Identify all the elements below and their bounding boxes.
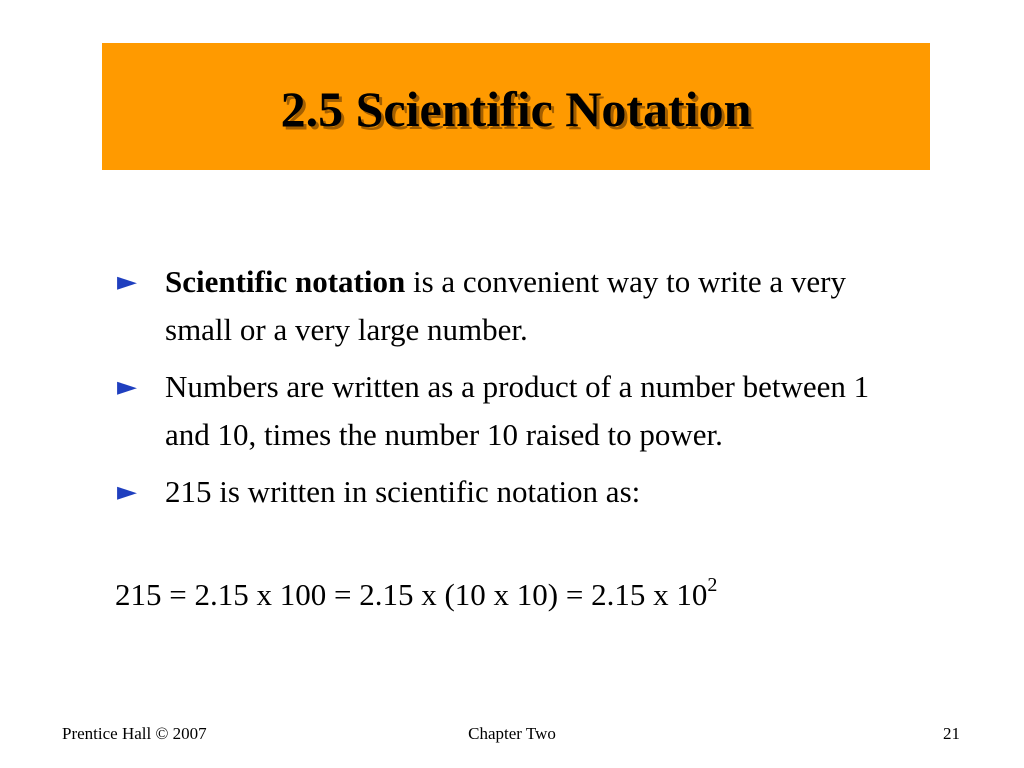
bullet-item bbox=[115, 363, 915, 459]
footer-page-number: 21 bbox=[943, 724, 960, 743]
bullet-arrow-icon: ► bbox=[117, 477, 137, 507]
bullet-item bbox=[115, 468, 915, 516]
bullet-arrow-icon: ► bbox=[117, 372, 137, 402]
bullet-text: 215 is written in scientific notation as: bbox=[165, 474, 641, 509]
bullet-text: is a convenient way to write a very small or a very large number. bbox=[165, 264, 846, 347]
bullet-list bbox=[115, 258, 915, 525]
equation-exponent: 2 bbox=[707, 574, 718, 596]
bullet-text: Numbers are written as a product of a number between 1 and 10, times the number 10 raised to power. bbox=[165, 369, 870, 452]
equation bbox=[115, 573, 717, 617]
title-banner bbox=[102, 43, 930, 170]
bullet-item bbox=[115, 258, 915, 354]
bullet-bold-term: Scientific notation bbox=[165, 264, 406, 299]
equation-text: 215 = 2.15 x 100 = 2.15 x (10 x 10) = 2.15 x 10 bbox=[115, 577, 708, 612]
footer-copyright: Prentice Hall © 2007 bbox=[62, 724, 207, 743]
footer-chapter: Chapter Two bbox=[468, 724, 556, 743]
bullet-arrow-icon: ► bbox=[117, 267, 137, 297]
slide-title: 2.5 Scientific Notation bbox=[280, 80, 752, 137]
